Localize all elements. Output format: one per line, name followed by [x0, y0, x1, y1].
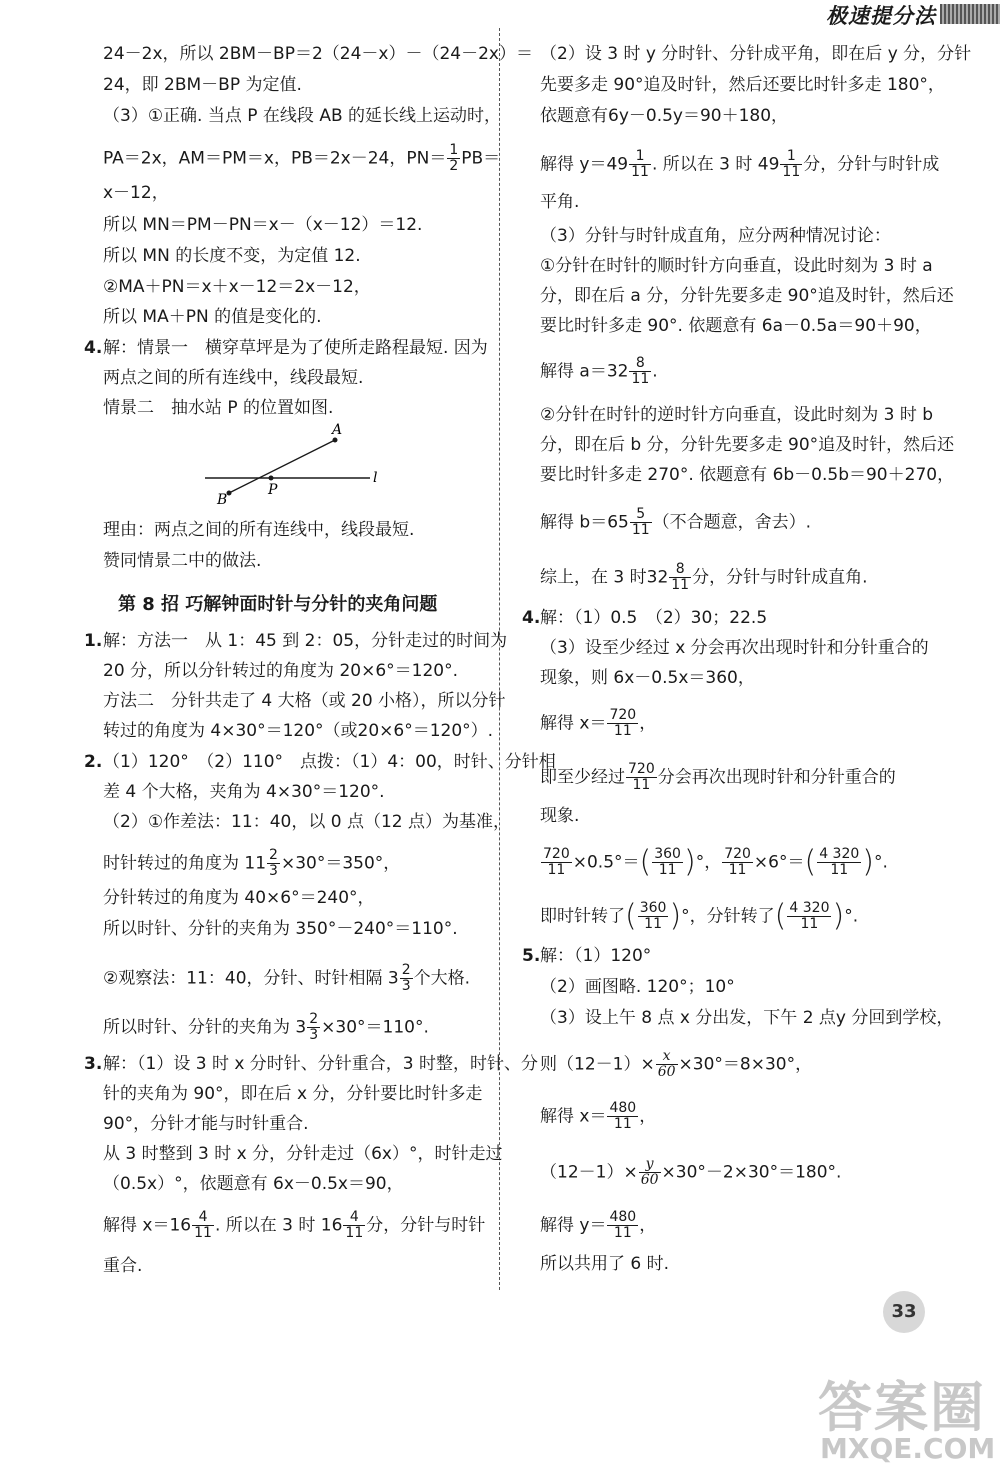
- text-line: x－12，: [103, 183, 169, 203]
- text-line: [540, 507, 811, 538]
- text-line: 解：（1）0.5 （2）30；22.5: [540, 608, 768, 628]
- text-line: 即时针转了( $\frac{360}{11}$ )°，分针转了( $\frac{4 320}{11}$ )°.: [540, 898, 859, 934]
- text-line: 现象，则 6x－0.5x＝360，: [540, 668, 755, 688]
- text-segment: °.: [844, 906, 859, 927]
- text-segment: 解得 a＝32: [540, 361, 629, 382]
- text-segment: 分，分针与时针: [366, 1215, 486, 1236]
- watermark-logo: 答案圈: [818, 1376, 986, 1439]
- text-line: ①分针在时针的顺时针方向垂直，设此时刻为 3 时 a: [540, 256, 933, 276]
- text-line: （3）设至少经过 x 分会再次出现时针和分针重合的: [540, 638, 929, 658]
- text-segment: 解得 y＝: [540, 1215, 607, 1236]
- text-segment: 分，分针与时针成直角.: [692, 567, 868, 588]
- text-segment: 个大格.: [413, 968, 471, 989]
- text-line: 方法二 分针共走了 4 大格（或 20 小格），所以分针: [103, 691, 506, 711]
- text-line: 分，即在后 b 分，分针先要多走 90°追及时针，然后还: [540, 435, 955, 455]
- text-line: 24，即 2BM－BP 为定值.: [103, 75, 302, 95]
- text-line: 解：方法一 从 1：45 到 2：05，分针走过的时间为: [103, 631, 508, 651]
- text-line: 所以共用了 6 时.: [540, 1254, 670, 1274]
- question-number: 3.: [84, 1054, 103, 1074]
- pump-station-figure: [195, 420, 390, 510]
- text-line: （3）设上午 8 点 x 分出发，下午 2 点y 分回到学校，: [540, 1008, 954, 1028]
- fraction: $\frac{720}{11}$: [543, 846, 570, 878]
- text-line: （0.5x）°，依题意有 6x－0.5x＝90，: [103, 1174, 404, 1194]
- text-segment: 解得 y＝49: [540, 154, 629, 175]
- header-decoration: [940, 4, 1000, 24]
- fraction: $\frac{2}{3}$: [401, 962, 411, 994]
- text-segment: ×30°＝110°.: [321, 1017, 429, 1038]
- text-line: （1）120° （2）110° 点拨：（1）4：00，时针、分针相: [103, 752, 556, 772]
- label-l: l: [373, 470, 378, 486]
- label-b: B: [217, 492, 228, 508]
- text-segment: ，: [639, 713, 657, 734]
- text-line: [540, 356, 658, 387]
- point-p: [269, 476, 274, 481]
- text-segment: ×30°－2×30°＝180°.: [661, 1162, 842, 1183]
- text-line: 两点之间的所有连线中，线段最短.: [103, 368, 364, 388]
- text-segment: （不合题意，舍去）.: [652, 512, 812, 533]
- text-segment: . 所以在 3 时 49: [651, 154, 780, 175]
- text-line: 20 分，所以分针转过的角度为 20×6°＝120°.: [103, 661, 458, 681]
- page-header: [800, 0, 1000, 28]
- text-segment: 解得 b＝65: [540, 512, 629, 533]
- text-segment: ×0.5°＝: [572, 852, 640, 873]
- section-title: 第 8 招 巧解钟面时针与分针的夹角问题: [118, 594, 438, 615]
- text-line: [103, 143, 500, 174]
- text-line: （2）设 3 时 y 分时针、分针成平角，即在后 y 分，分针: [540, 44, 972, 64]
- watermark-url: MXQE.COM: [820, 1432, 996, 1465]
- text-line: （2）①作差法：11：40，以 0 点（12 点）为基准，: [103, 812, 510, 832]
- text-line: （3）①正确. 当点 P 在线段 AB 的延长线上运动时，: [103, 106, 502, 126]
- fraction: $\frac{4 320}{11}$: [819, 846, 860, 878]
- text-line: 先要多走 90°追及时针，然后还要比时针多走 180°，: [540, 75, 945, 95]
- fraction: $\frac{8}{11}$: [631, 355, 650, 387]
- text-line: 所以时针、分针的夹角为 350°－240°＝110°.: [103, 919, 458, 939]
- fraction: $\frac{1}{11}$: [782, 148, 801, 180]
- segment-ab: [229, 440, 335, 493]
- text-segment: ②观察法：11：40，分针、时针相隔 3: [103, 968, 399, 989]
- fraction: $\frac{1}{2}$: [449, 142, 459, 174]
- text-line: 赞同情景二中的做法.: [103, 551, 262, 571]
- fraction: $\frac{480}{11}$: [609, 1209, 637, 1241]
- text-segment: ×6°＝: [753, 852, 805, 873]
- text-segment: .: [652, 361, 658, 382]
- text-segment: 即时针转了: [540, 906, 625, 927]
- text-line: 依题意有6y－0.5y＝90＋180，: [540, 106, 789, 126]
- text-segment: . 所以在 3 时 16: [214, 1215, 343, 1236]
- text-segment: 解得 x＝16: [103, 1215, 192, 1236]
- text-line: 分针转过的角度为 40×6°＝240°，: [103, 888, 375, 908]
- fraction: $\frac{x}{60}$: [657, 1048, 676, 1080]
- text-segment: ×30°＝350°，: [280, 853, 401, 874]
- text-segment: ，: [639, 1106, 657, 1127]
- question-number: 5.: [522, 946, 541, 966]
- question-number: 4.: [84, 338, 103, 358]
- fraction: $\frac{360}{11}$: [654, 846, 681, 878]
- text-line: 理由：两点之间的所有连线中，线段最短.: [103, 520, 415, 540]
- text-segment: 综上，在 3 时32: [540, 567, 669, 588]
- text-segment: 解得 x＝: [540, 713, 607, 734]
- fraction: $\frac{4}{11}$: [345, 1209, 364, 1241]
- text-line: 所以 MN 的长度不变，为定值 12.: [103, 246, 361, 266]
- point-a: [333, 438, 338, 443]
- text-line: 要比时针多走 90°. 依题意有 6a－0.5a＝90＋90，: [540, 316, 932, 336]
- text-segment: 所以时针、分针的夹角为 3: [103, 1017, 307, 1038]
- text-segment: 解得 x＝: [540, 1106, 607, 1127]
- text-segment: 则（12－1）×: [540, 1054, 655, 1075]
- text-line: 从 3 时整到 3 时 x 分，分针走过（6x）°，时针走过: [103, 1144, 503, 1164]
- question-number: 2.: [84, 752, 103, 772]
- fraction: $\frac{2}{3}$: [269, 847, 278, 879]
- fraction: $\frac{8}{11}$: [671, 561, 690, 593]
- text-line: [540, 562, 868, 593]
- text-line: ②MA＋PN＝x＋x－12＝2x－12，: [103, 277, 371, 297]
- text-line: [540, 1101, 656, 1132]
- text-line: 24－2x，所以 2BM－BP＝2（24－x）－（24－2x）＝: [103, 44, 533, 64]
- text-line: 所以 MN＝PM－PN＝x－（x－12）＝12.: [103, 215, 423, 235]
- text-line: 所以 MA＋PN 的值是变化的.: [103, 307, 322, 327]
- text-segment: （12－1）×: [540, 1162, 638, 1183]
- fraction: $\frac{4}{11}$: [194, 1209, 212, 1241]
- question-number: 1.: [84, 631, 103, 651]
- text-segment: PA＝2x，AM＝PM＝x，PB＝2x－24，PN＝: [103, 148, 447, 169]
- text-segment: ×30°＝8×30°，: [678, 1054, 813, 1075]
- text-segment: 即至少经过: [540, 767, 625, 788]
- text-segment: °.: [874, 852, 888, 873]
- fraction: $\frac{360}{11}$: [639, 900, 667, 932]
- text-segment: PB＝: [461, 148, 501, 169]
- text-line: [540, 1049, 812, 1080]
- text-line: ②分针在时针的逆时针方向垂直，设此时刻为 3 时 b: [540, 405, 934, 425]
- text-line: [103, 848, 400, 879]
- text-segment: °，分针转了: [681, 906, 775, 927]
- text-segment: 分会再次出现时针和分针重合的: [657, 767, 896, 788]
- label-a: A: [332, 422, 343, 438]
- column-divider: [499, 28, 500, 1290]
- fraction: $\frac{5}{11}$: [631, 506, 650, 538]
- label-p: P: [268, 482, 278, 498]
- text-line: 情景二 抽水站 P 的位置如图.: [103, 398, 334, 418]
- text-line: 90°，分针才能与时针重合.: [103, 1114, 309, 1134]
- text-line: 分，即在后 a 分，分针先要多走 90°追及时针，然后还: [540, 286, 954, 306]
- text-line: （3）分针与时针成直角，应分两种情况讨论：: [540, 226, 891, 246]
- fraction: $\frac{4 320}{11}$: [789, 900, 830, 932]
- fraction: $\frac{720}{11}$: [609, 707, 637, 739]
- text-line: 转过的角度为 4×30°＝120°（或20×6°＝120°）.: [103, 721, 494, 741]
- text-line: 重合.: [103, 1256, 143, 1276]
- text-line: 要比时针多走 270°. 依题意有 6b－0.5b＝90＋270，: [540, 465, 955, 485]
- text-line: 针的夹角为 90°，即在后 x 分，分针要比时针多走: [103, 1084, 483, 1104]
- text-line: [540, 762, 896, 793]
- page-number: 33: [883, 1291, 925, 1333]
- text-line: 解：（1）设 3 时 x 分时针、分针重合，3 时整，时针、分: [103, 1054, 539, 1074]
- text-line: [540, 1210, 656, 1241]
- fraction: $\frac{720}{11}$: [724, 846, 751, 878]
- text-line: [540, 149, 939, 180]
- fraction: $\frac{720}{11}$: [628, 761, 655, 793]
- header-title: 极速提分法: [826, 4, 936, 28]
- text-line: [540, 1157, 841, 1188]
- fraction: $\frac{480}{11}$: [609, 1100, 637, 1132]
- fraction: $\frac{2}{3}$: [309, 1011, 319, 1043]
- fraction: $\frac{y}{60}$: [640, 1156, 659, 1188]
- text-line: $\frac{720}{11}$ ×0.5°＝( $\frac{360}{11}$ )°， $\frac{720}{11}$ ×6°＝( $\frac{4 320}{11}$ )°.: [543, 844, 888, 880]
- text-line: （2）画图略. 120°；10°: [540, 977, 735, 997]
- text-line: 解：情景一 横穿草坪是为了使所走路程最短. 因为: [103, 338, 488, 358]
- text-line: 平角.: [540, 192, 580, 212]
- text-line: [103, 963, 470, 994]
- text-segment: ，: [639, 1215, 657, 1236]
- question-number: 4.: [522, 608, 541, 628]
- text-line: 解：（1）120°: [540, 946, 652, 966]
- text-segment: 分，分针与时针成: [803, 154, 940, 175]
- text-line: 差 4 个大格，夹角为 4×30°＝120°.: [103, 782, 385, 802]
- text-line: [103, 1012, 429, 1043]
- text-segment: 时针转过的角度为 11: [103, 853, 267, 874]
- text-segment: °，: [695, 852, 722, 873]
- text-line: 现象.: [540, 806, 580, 826]
- fraction: $\frac{1}{11}$: [631, 148, 649, 180]
- text-line: [103, 1210, 485, 1241]
- text-line: [540, 708, 656, 739]
